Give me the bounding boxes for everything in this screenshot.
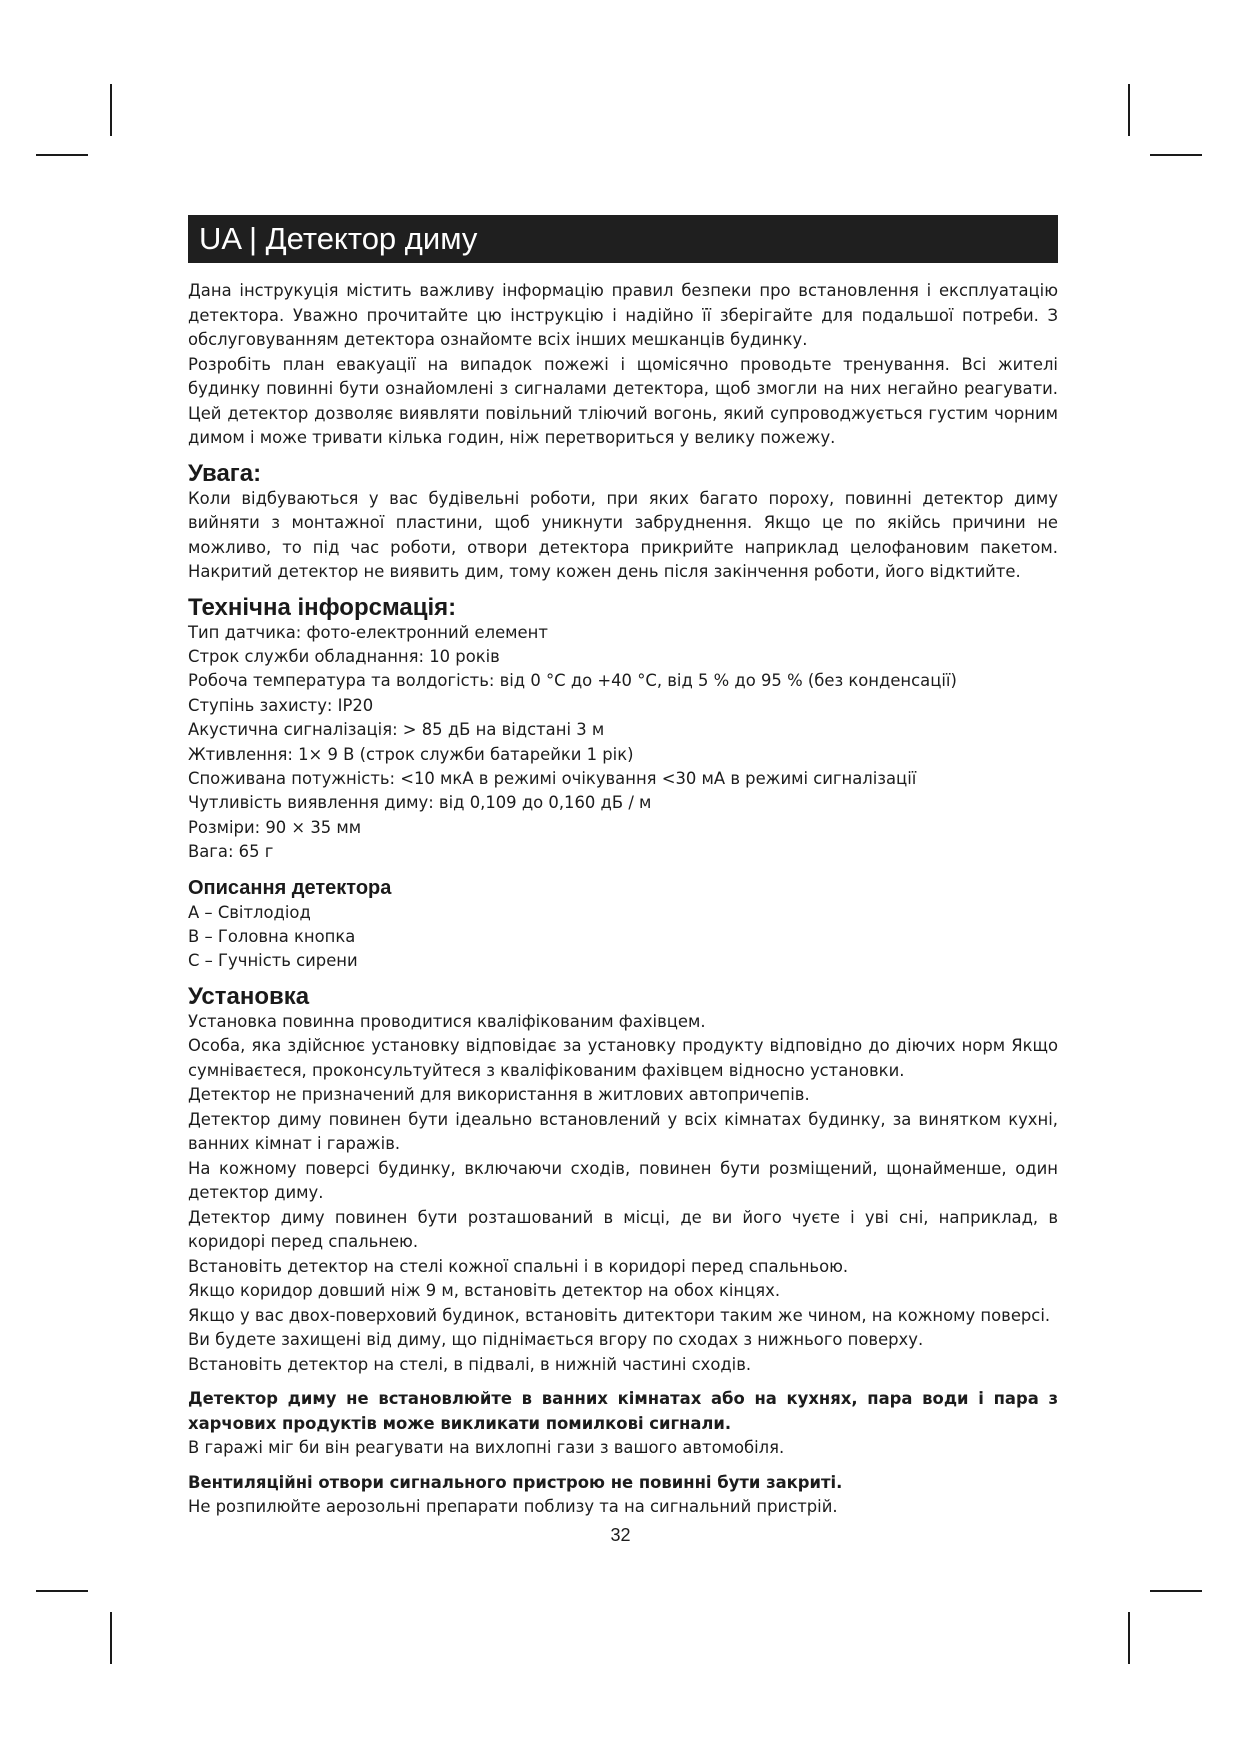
installation-paragraph: Особа, яка здійснює установку відповідає за установку продукту відповідно до діючих норм Якщо сумніваєтеся, проконсультуйтеся з кваліфікованим фахівцем відносно установки. bbox=[188, 1036, 1058, 1080]
crop-mark-top-right-horizontal bbox=[1150, 154, 1202, 156]
warning-text: Коли відбуваються у вас будівельні роботи, при яких багато пороху, повинні детектор диму вийняти з монтажної пластини, щоб уникнути забруднення. Якщо це по якійсь причини не можливо, то під час роботи, отвори детектора прикрийте наприклад целофановим пакетом. Накритий детектор не виявить дим, тому кожен день після закінчення роботи, його відктийте. bbox=[188, 488, 1058, 581]
installation-heading: Установка bbox=[188, 982, 310, 1010]
description-item: A – Світлодіод bbox=[188, 902, 311, 922]
tech-info-item: Робоча температура та волдогість: від 0 °C до +40 °C, від 5 % до 95 % (без конденсації) bbox=[188, 671, 957, 691]
document-body bbox=[188, 215, 1058, 1520]
crop-mark-top-left-vertical bbox=[110, 84, 112, 136]
tech-info-item: Вага: 65 г bbox=[188, 842, 274, 862]
tech-info-item: Тип датчика: фото-електронний елемент bbox=[188, 622, 548, 642]
detector-description-heading: Описання детектора bbox=[188, 876, 392, 899]
installation-paragraph: На кожному поверсі будинку, включаючи сходів, повинен бути розміщений, щонайменше, один детектор диму. bbox=[188, 1158, 1058, 1203]
crop-mark-top-left-horizontal bbox=[36, 154, 88, 156]
installation-paragraph: Встановіть детектор на стелі, в підвалі, в нижній частині сходів. bbox=[188, 1354, 752, 1374]
installation-paragraph: Ви будете захищені від диму, що піднімається вгору по сходах з нижнього поверху. bbox=[188, 1330, 924, 1350]
crop-mark-bottom-right-vertical bbox=[1128, 1612, 1130, 1664]
intro-paragraph: Дана інструкуція містить важливу інформацію правил безпеки про встановлення і експлуатацію детектора. Уважно прочитайте цю інструкцію і надійно її зберігайте для подальшої потреби. З обслуговуванням детектора ознайомте всіх інших мешканців будинку. bbox=[188, 281, 1058, 349]
crop-mark-bottom-right-horizontal bbox=[1150, 1590, 1202, 1592]
intro-section bbox=[188, 279, 1058, 451]
detector-description-list bbox=[188, 901, 1058, 974]
intro-paragraph: Розробіть план евакуації на випадок пожежі і щомісячно проводьте тренування. Всі жителі будинку повинні бути ознайомлені з сигналами детектора, щоб змогли на них негайно реагувати. Цей детектор дозволяє виявляти повільний тліючий вогонь, який супроводжується густим чорним димом і може тривати кілька годин, ніж перетвориться у велику пожежу. bbox=[188, 354, 1058, 447]
tech-info-heading: Технічна інфорсмація: bbox=[188, 593, 457, 621]
installation-paragraph: Якщо коридор довший ніж 9 м, встановіть детектор на обох кінцях. bbox=[188, 1281, 781, 1301]
installation-paragraph: Установка повинна проводитися кваліфікованим фахівцем. bbox=[188, 1011, 706, 1031]
crop-mark-top-right-vertical bbox=[1128, 84, 1130, 136]
description-item: B – Головна кнопка bbox=[188, 926, 356, 946]
installation-paragraph: Детектор диму повинен бути розташований в місці, де ви його чуєте і уві сні, наприклад, в коридорі перед спальнею. bbox=[188, 1207, 1058, 1252]
tech-info-item: Ступінь захисту: IP20 bbox=[188, 695, 374, 715]
warning-heading: Увага: bbox=[188, 459, 262, 487]
installation-note: В гаражі міг би він реагувати на вихлопні гази з вашого автомобіля. bbox=[188, 1438, 785, 1458]
tech-info-item: Розміри: 90 × 35 мм bbox=[188, 817, 362, 837]
installation-paragraph: Якщо у вас двох-поверховий будинок, встановіть дитектори таким же чином, на кожному поверсі. bbox=[188, 1305, 1051, 1325]
tech-info-item: Споживана потужність: <10 мкА в режимі очікування <30 мА в режимі сигналізації bbox=[188, 768, 917, 788]
tech-info-list bbox=[188, 621, 1058, 865]
installation-paragraph: Детектор диму повинен бути ідеально встановлений у всіх кімнатах будинку, за винятком кухні, ванних кімнат і гаражів. bbox=[188, 1109, 1058, 1154]
installation-paragraph: Встановіть детектор на стелі кожної спальні і в коридорі перед спальньою. bbox=[188, 1256, 849, 1276]
crop-mark-bottom-left-horizontal bbox=[36, 1590, 88, 1592]
tech-info-item: Строк служби обладнання: 10 років bbox=[188, 646, 500, 666]
tech-info-item: Жтивлення: 1× 9 В (строк служби батарейки 1 рік) bbox=[188, 744, 634, 764]
installation-note: Не розпилюйте аерозольні препарати поблизу та на сигнальний пристрій. bbox=[188, 1497, 838, 1517]
installation-section bbox=[188, 1010, 1058, 1520]
description-item: C – Гучність сирени bbox=[188, 951, 358, 971]
page-title: UA | Детектор диму bbox=[188, 215, 1058, 263]
bold-warning: Вентиляційні отвори сигнального пристрою не повинні бути закриті. bbox=[188, 1472, 843, 1492]
tech-info-item: Чутливість виявлення диму: від 0,109 до 0,160 дБ / м bbox=[188, 793, 652, 813]
bold-warning: Детектор диму не встановлюйте в ванних кімнатах або на кухнях, пара води і пара з харчових продуктів може викликати помилкові сигнали. bbox=[188, 1389, 1058, 1433]
installation-paragraph: Детектор не призначений для використання в житлових автопричепів. bbox=[188, 1085, 810, 1105]
crop-mark-bottom-left-vertical bbox=[110, 1612, 112, 1664]
tech-info-item: Акустична сигналізація: > 85 дБ на відстані 3 м bbox=[188, 720, 605, 740]
page-number: 32 bbox=[610, 1525, 631, 1545]
